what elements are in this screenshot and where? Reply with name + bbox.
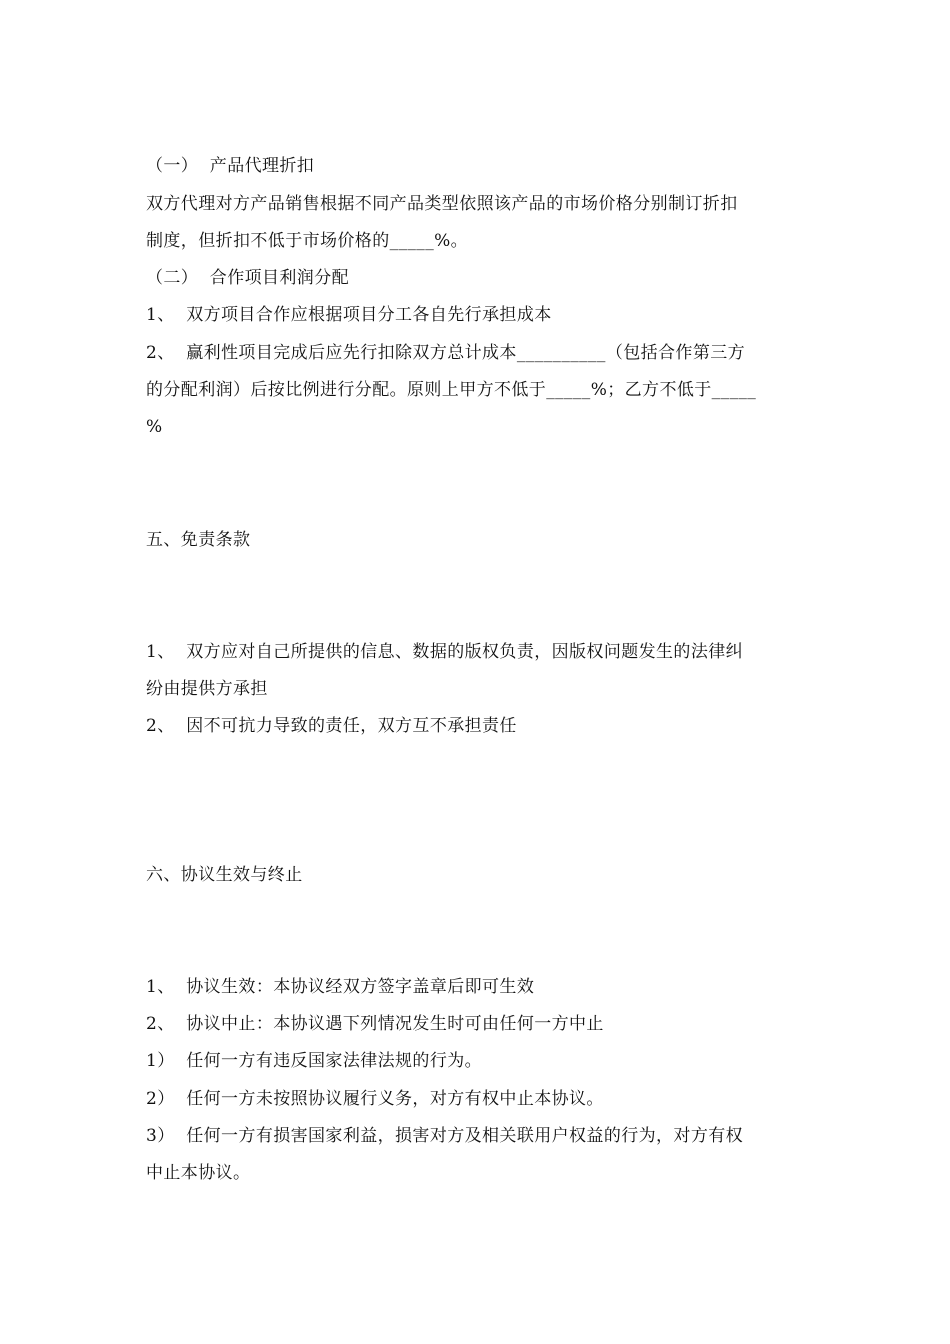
list-item: 1、 双方应对自己所提供的信息、数据的版权负责，因版权问题发生的法律纠 — [146, 642, 744, 662]
paragraph-line: 的分配利润）后按比例进行分配。原则上甲方不低于_____%；乙方不低于_____ — [146, 380, 757, 400]
sub-list-item: 2） 任何一方未按照协议履行义务，对方有权中止本协议。 — [146, 1089, 604, 1109]
list-item: 1、 协议生效：本协议经双方签字盖章后即可生效 — [146, 977, 535, 997]
sub-list-item: 3） 任何一方有损害国家利益，损害对方及相关联用户权益的行为，对方有权 — [146, 1126, 744, 1146]
list-item: 2、 赢利性项目完成后应先行扣除双方总计成本__________（包括合作第三方 — [146, 343, 746, 363]
section-title-effect-termination: 六、协议生效与终止 — [146, 865, 303, 885]
list-item: 2、 协议中止：本协议遇下列情况发生时可由任何一方中止 — [146, 1014, 604, 1034]
section-title-disclaimer: 五、免责条款 — [146, 530, 251, 550]
paragraph-line: 制度，但折扣不低于市场价格的_____%。 — [146, 231, 469, 251]
list-item: 1、 双方项目合作应根据项目分工各自先行承担成本 — [146, 305, 552, 325]
paragraph-line: % — [146, 417, 163, 437]
list-item: 2、 因不可抗力导致的责任，双方互不承担责任 — [146, 716, 517, 736]
section-heading-profit-distribution: （二） 合作项目利润分配 — [146, 268, 350, 288]
sub-list-item: 1） 任何一方有违反国家法律法规的行为。 — [146, 1051, 483, 1071]
paragraph-line: 双方代理对方产品销售根据不同产品类型依照该产品的市场价格分别制订折扣 — [146, 194, 738, 214]
paragraph-line: 中止本协议。 — [146, 1163, 251, 1183]
paragraph-line: 纷由提供方承担 — [146, 679, 268, 699]
section-heading-product-discount: （一） 产品代理折扣 — [146, 156, 315, 176]
